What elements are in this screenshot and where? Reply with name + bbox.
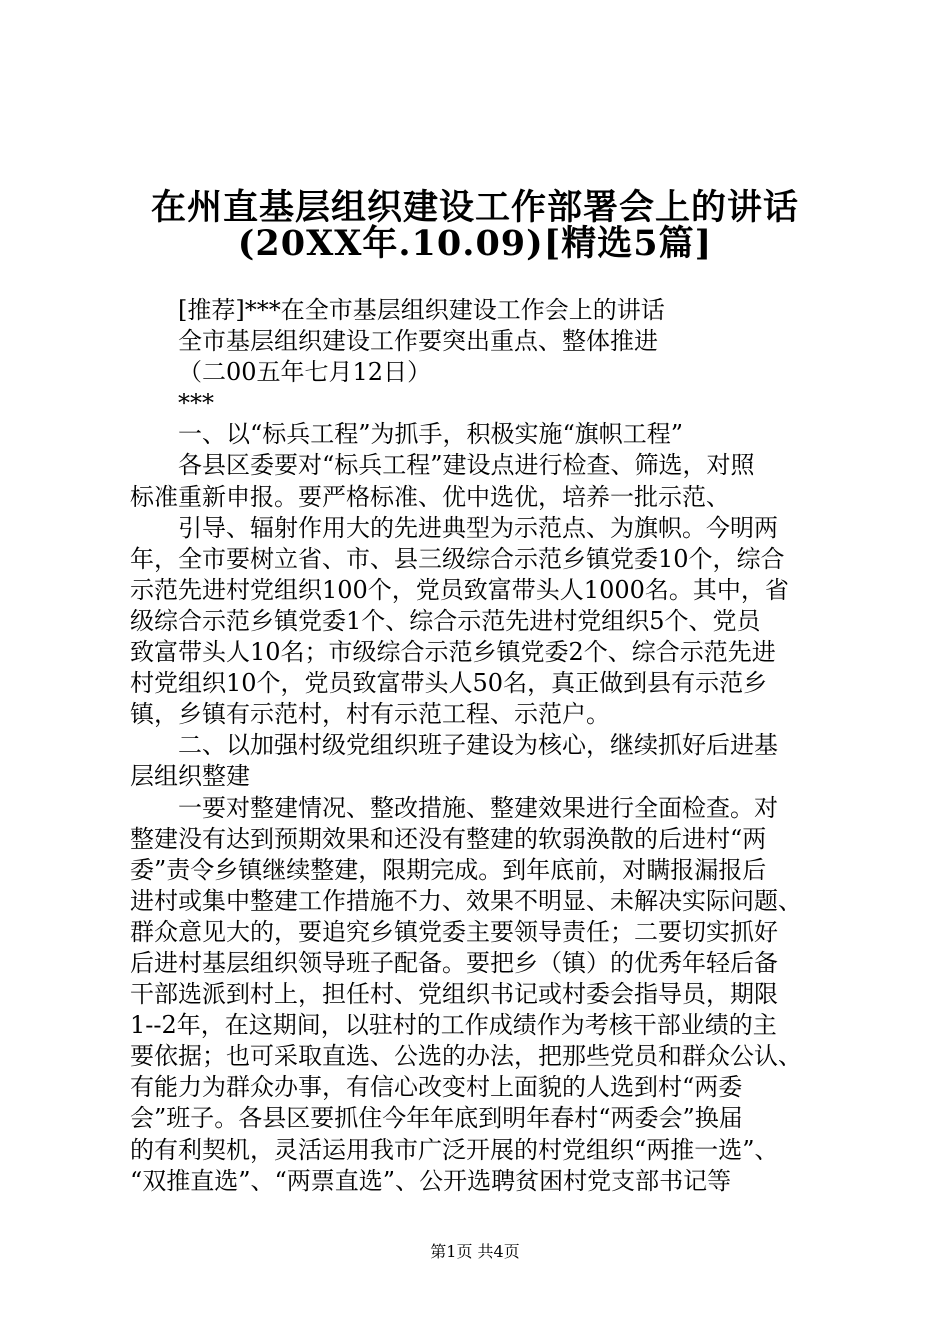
body-line: 整建没有达到预期效果和还没有整建的软弱涣散的后进村“两: [130, 824, 767, 853]
body-line: 致富带头人10名；市级综合示范乡镇党委2个、综合示范先进: [130, 638, 776, 667]
body-line: 要依据；也可采取直选、公选的办法，把那些党员和群众公认、: [130, 1042, 802, 1071]
body-line: 标准重新申报。要严格标准、优中选优，培养一批示范、: [130, 482, 730, 511]
body-line: （二00五年七月12日）: [178, 358, 432, 387]
body-line: 群众意见大的，要追究乡镇党委主要领导责任；二要切实抓好: [130, 917, 778, 946]
body-line: 干部选派到村上，担任村、党组织书记或村委会指导员，期限: [130, 980, 778, 1009]
body-line: 进村或集中整建工作措施不力、效果不明显、未解决实际问题、: [130, 886, 802, 915]
body-line: 会”班子。各县区要抓住今年年底到明年春村“两委会”换届: [130, 1104, 743, 1133]
body-line: 示范先进村党组织100个，党员致富带头人1000名。其中，省: [130, 575, 789, 604]
body-line: [推荐]***在全市基层组织建设工作会上的讲话: [178, 296, 665, 324]
body-line: 委”责令乡镇继续整建，限期完成。到年底前，对瞒报漏报后: [130, 855, 767, 884]
document-title-line-2: (20XX年.10.09)[精选5篇]: [237, 223, 713, 264]
document-title-line-1: 在州直基层组织建设工作部署会上的讲话: [150, 187, 799, 228]
document-body: [130, 295, 830, 1197]
body-line: 级综合示范乡镇党委1个、综合示范先进村党组织5个、党员: [130, 606, 761, 635]
body-line: 1--2年，在这期间，以驻村的工作成绩作为考核干部业绩的主: [130, 1011, 777, 1040]
body-line: 镇，乡镇有示范村，村有示范工程、示范户。: [130, 700, 610, 729]
body-line: 的有利契机，灵活运用我市广泛开展的村党组织“两推一选”、: [130, 1135, 779, 1164]
body-line: 二、以加强村级党组织班子建设为核心，继续抓好后进基: [178, 731, 778, 760]
body-line: 一、以“标兵工程”为抓手，积极实施“旗帜工程”: [178, 420, 684, 449]
body-line: 有能力为群众办事，有信心改变村上面貌的人选到村“两委: [130, 1073, 743, 1102]
body-line: ***: [178, 389, 214, 418]
body-line: 层组织整建: [130, 762, 250, 791]
page-footer: 第1页 共4页: [430, 1242, 520, 1261]
body-line: 后进村基层组织领导班子配备。要把乡（镇）的优秀年轻后备: [130, 948, 778, 977]
body-line: 全市基层组织建设工作要突出重点、整体推进: [178, 327, 658, 356]
body-line: 引导、辐射作用大的先进典型为示范点、为旗帜。今明两: [178, 513, 778, 542]
body-line: 一要对整建情况、整改措施、整建效果进行全面检查。对: [178, 793, 778, 822]
body-line: 年，全市要树立省、市、县三级综合示范乡镇党委10个，综合: [130, 544, 785, 573]
body-line: 村党组织10个，党员致富带头人50名，真正做到县有示范乡: [130, 669, 768, 698]
body-line: 各县区委要对“标兵工程”建设点进行检查、筛选，对照: [178, 451, 755, 480]
body-line: “双推直选”、“两票直选”、公开选聘贫困村党支部书记等: [130, 1166, 732, 1195]
